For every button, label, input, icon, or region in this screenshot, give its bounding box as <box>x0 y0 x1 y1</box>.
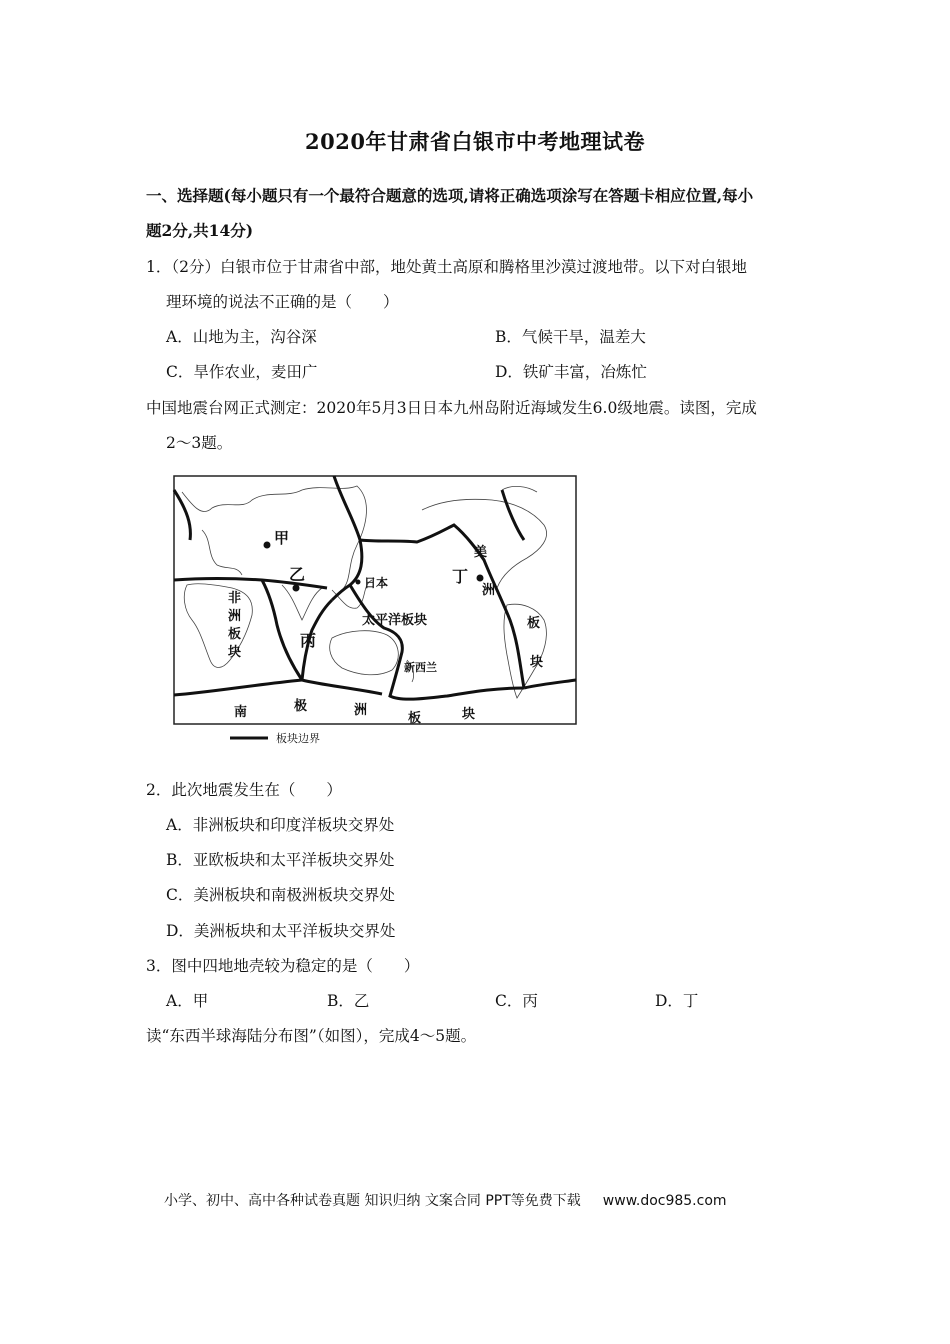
intro-4-5: 读“东西半球海陆分布图”（如图），完成4～5题。 <box>146 1027 477 1045</box>
label-america-3: 板 <box>527 616 541 631</box>
label-yi: 乙 <box>289 565 306 584</box>
point-japan <box>356 580 361 585</box>
q1-stem-line2: 理环境的说法不正确的是（ ） <box>166 293 399 311</box>
q1-option-a: A．山地为主，沟谷深 <box>166 328 317 346</box>
label-africa-4: 块 <box>228 645 242 660</box>
label-antarctic-2: 极 <box>294 699 308 714</box>
section-heading-line2: 题2分,共14分) <box>146 221 254 240</box>
q2-option-b: B．亚欧板块和太平洋板块交界处 <box>166 851 395 869</box>
label-antarctic-1: 南 <box>234 705 248 720</box>
q2-stem: 2．此次地震发生在（ ） <box>146 781 342 799</box>
label-jia: 甲 <box>274 529 290 547</box>
label-new-zealand: 新西兰 <box>404 661 437 674</box>
label-antarctic-4: 板 <box>408 711 422 726</box>
q3-option-a: A．甲 <box>166 992 209 1010</box>
label-africa-3: 板 <box>228 627 242 642</box>
label-america-2: 洲 <box>482 583 496 598</box>
q2-option-d: D．美洲板块和太平洋板块交界处 <box>166 922 396 940</box>
label-antarctic-5: 块 <box>462 707 476 722</box>
label-america-4: 块 <box>530 655 544 670</box>
label-antarctic-3: 洲 <box>354 703 368 718</box>
footer-url[interactable]: www.doc985.com <box>602 1193 727 1209</box>
q2-option-a: A．非洲板块和印度洋板块交界处 <box>166 816 395 834</box>
plate-map-svg <box>172 470 584 748</box>
q3-option-c: C．丙 <box>495 992 538 1010</box>
q1-option-d: D．铁矿丰富，冶炼忙 <box>495 363 647 381</box>
intro-2-3-line1: 中国地震台网正式测定：2020年5月3日日本九州岛附近海域发生6.0级地震。读图，完成 <box>146 399 757 417</box>
q3-option-b: B．乙 <box>327 992 370 1010</box>
q1-stem-line1: 1．（2分）白银市位于甘肃省中部，地处黄土高原和腾格里沙漠过渡地带。以下对白银地 <box>146 258 747 276</box>
label-pacific-plate: 太平洋板块 <box>362 613 428 628</box>
intro-2-3-line2: 2～3题。 <box>166 434 233 452</box>
plate-map-figure <box>172 470 584 748</box>
label-africa-2: 洲 <box>228 609 242 624</box>
legend-label: 板块边界 <box>276 732 320 745</box>
footer-text: 小学、初中、高中各种试卷真题 知识归纳 文案合同 PPT等免费下载 <box>164 1193 581 1209</box>
q3-option-d: D．丁 <box>655 992 699 1010</box>
page-footer <box>164 1190 727 1210</box>
q2-option-c: C．美洲板块和南极洲板块交界处 <box>166 886 395 904</box>
section-heading-line1: 一、选择题(每小题只有一个最符合题意的选项,请将正确选项涂写在答题卡相应位置,每小 <box>146 186 754 205</box>
point-yi <box>293 585 300 592</box>
q1-option-c: C．旱作农业，麦田广 <box>166 363 318 381</box>
label-bing: 丙 <box>300 631 317 650</box>
label-africa-1: 非 <box>228 591 242 606</box>
label-america-1: 美 <box>474 545 488 560</box>
q3-stem: 3．图中四地地壳较为稳定的是（ ） <box>146 957 420 975</box>
point-jia <box>264 542 271 549</box>
page-title: 2020年甘肃省白银市中考地理试卷 <box>305 129 645 154</box>
point-ding <box>477 575 484 582</box>
label-japan: 日本 <box>364 576 389 590</box>
label-ding: 丁 <box>452 567 469 586</box>
q1-option-b: B．气候干旱，温差大 <box>495 328 646 346</box>
